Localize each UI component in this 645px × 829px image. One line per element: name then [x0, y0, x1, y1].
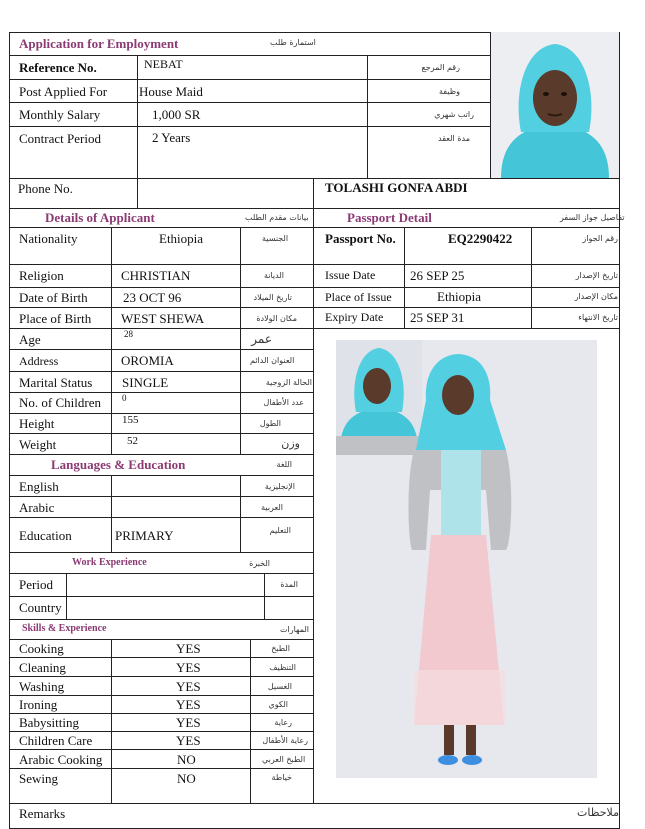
- period-ar: المدة: [280, 580, 298, 589]
- contract-label: Contract Period: [19, 131, 101, 146]
- contract-ar: مدة العقد: [438, 134, 470, 143]
- passport-no-ar: رقم الجواز: [582, 234, 618, 243]
- passport-no-value: EQ2290422: [448, 231, 513, 246]
- issue-date-label: Issue Date: [325, 268, 376, 282]
- full-body-photo: [336, 340, 597, 778]
- education-ar: التعليم: [269, 526, 291, 535]
- religion-value: CHRISTIAN: [121, 268, 191, 283]
- skill-childcare-label: Children Care: [19, 733, 93, 748]
- skill-ironing-label: Ironing: [19, 697, 58, 712]
- skill-childcare-value: YES: [176, 733, 201, 748]
- passport-title: Passport Detail: [347, 210, 432, 225]
- expiry-value: 25 SEP 31: [410, 310, 465, 325]
- place-issue-ar: مكان الإصدار: [574, 292, 618, 301]
- pob-value: WEST SHEWA: [121, 311, 205, 326]
- age-ar: عمر: [251, 332, 272, 346]
- phone-label: Phone No.: [18, 181, 73, 196]
- remarks-label: Remarks: [19, 806, 66, 821]
- remarks-ar: ملاحظات: [577, 806, 619, 819]
- form-title-ar: استمارة طلب: [270, 38, 316, 47]
- issue-date-value: 26 SEP 25: [410, 268, 465, 283]
- nationality-value: Ethiopia: [159, 231, 204, 246]
- skill-washing-value: YES: [176, 679, 201, 694]
- reference-label: Reference No.: [19, 60, 97, 75]
- applicant-title: Details of Applicant: [45, 210, 155, 225]
- reference-ar: رقم المرجع: [421, 63, 460, 72]
- skill-childcare-ar: رعاية الأطفال: [262, 736, 308, 745]
- applicant-name: TOLASHI GONFA ABDI: [325, 180, 468, 195]
- age-value: 28: [124, 329, 133, 339]
- applicant-title-ar: بيانات مقدم الطلب: [245, 213, 309, 222]
- weight-label: Weight: [19, 437, 57, 452]
- salary-value: 1,000 SR: [152, 107, 201, 122]
- skill-washing-label: Washing: [19, 679, 65, 694]
- nationality-ar: الجنسية: [262, 234, 289, 243]
- pob-label: Place of Birth: [19, 311, 92, 326]
- place-issue-value: Ethiopia: [437, 289, 482, 304]
- skills-title-ar: المهارات: [280, 625, 310, 634]
- work-title-ar: الخبرة: [249, 559, 270, 568]
- address-label: Address: [19, 354, 59, 368]
- english-ar: الإنجليزية: [264, 482, 295, 491]
- skill-cleaning-label: Cleaning: [19, 660, 66, 675]
- languages-title-ar: اللغة: [276, 460, 292, 469]
- post-value: House Maid: [139, 84, 203, 99]
- dob-value: 23 OCT 96: [123, 290, 182, 305]
- marital-ar: الحالة الزوجية: [265, 378, 312, 387]
- height-label: Height: [19, 416, 55, 431]
- age-label: Age: [19, 332, 41, 347]
- period-label: Period: [19, 577, 53, 592]
- nationality-label: Nationality: [19, 231, 78, 246]
- skill-cooking-value: YES: [176, 641, 201, 656]
- marital-value: SINGLE: [122, 375, 169, 390]
- skill-ironing-value: YES: [176, 697, 201, 712]
- place-issue-label: Place of Issue: [325, 290, 392, 304]
- height-value: 155: [122, 414, 139, 426]
- religion-ar: الديانة: [263, 271, 284, 280]
- dob-label: Date of Birth: [19, 290, 88, 305]
- work-title: Work Experience: [72, 557, 147, 568]
- post-label: Post Applied For: [19, 84, 108, 99]
- education-value: PRIMARY: [115, 528, 174, 543]
- weight-ar: وزن: [281, 437, 300, 450]
- marital-label: Marital Status: [19, 375, 93, 390]
- pob-ar: مكان الولادة: [256, 314, 297, 323]
- skill-cooking-ar: الطبخ: [271, 644, 290, 653]
- arabic-ar: العربية: [261, 503, 283, 512]
- languages-title: Languages & Education: [51, 457, 186, 472]
- skill-sewing-value: NO: [177, 771, 196, 786]
- skill-cooking-label: Cooking: [19, 641, 64, 656]
- skill-arabic-cooking-label: Arabic Cooking: [19, 752, 103, 767]
- skill-babysitting-ar: رعاية: [274, 718, 292, 727]
- education-label: Education: [19, 528, 72, 543]
- salary-label: Monthly Salary: [19, 107, 101, 122]
- religion-label: Religion: [19, 268, 64, 283]
- expiry-ar: تاريخ الانتهاء: [578, 313, 618, 322]
- contract-value: 2 Years: [152, 130, 191, 145]
- children-value: 0: [122, 393, 127, 403]
- skill-cleaning-ar: التنظيف: [269, 663, 296, 672]
- skill-sewing-ar: خياطة: [271, 773, 292, 782]
- address-value: OROMIA: [121, 353, 174, 368]
- skill-arabic-cooking-value: NO: [177, 752, 196, 767]
- skill-arabic-cooking-ar: الطبخ العربي: [262, 755, 306, 764]
- portrait-photo: [491, 32, 619, 178]
- passport-no-label: Passport No.: [325, 231, 396, 246]
- skill-washing-ar: الغسيل: [267, 682, 292, 691]
- skills-title: Skills & Experience: [22, 623, 107, 634]
- reference-value: NEBAT: [144, 57, 183, 71]
- form-title: Application for Employment: [19, 36, 179, 51]
- arabic-label: Arabic: [19, 500, 55, 515]
- children-label: No. of Children: [19, 395, 101, 410]
- dob-ar: تاريخ الميلاد: [253, 293, 292, 302]
- salary-ar: راتب شهري: [434, 110, 474, 119]
- skill-sewing-label: Sewing: [19, 771, 58, 786]
- skill-cleaning-value: YES: [176, 660, 201, 675]
- passport-title-ar: تفاصيل جواز السفر: [560, 213, 625, 222]
- issue-date-ar: تاريخ الإصدار: [575, 271, 618, 280]
- english-label: English: [19, 479, 59, 494]
- skill-babysitting-label: Babysitting: [19, 715, 79, 730]
- height-ar: الطول: [259, 419, 281, 428]
- skill-babysitting-value: YES: [176, 715, 201, 730]
- phone-row: [9, 178, 620, 209]
- address-ar: العنوان الدائم: [250, 356, 295, 365]
- post-ar: وظيفة: [439, 87, 460, 96]
- expiry-label: Expiry Date: [325, 310, 384, 324]
- skill-ironing-ar: الكوي: [268, 700, 288, 709]
- children-ar: عدد الأطفال: [263, 398, 304, 407]
- country-label: Country: [19, 600, 62, 615]
- weight-value: 52: [127, 435, 138, 447]
